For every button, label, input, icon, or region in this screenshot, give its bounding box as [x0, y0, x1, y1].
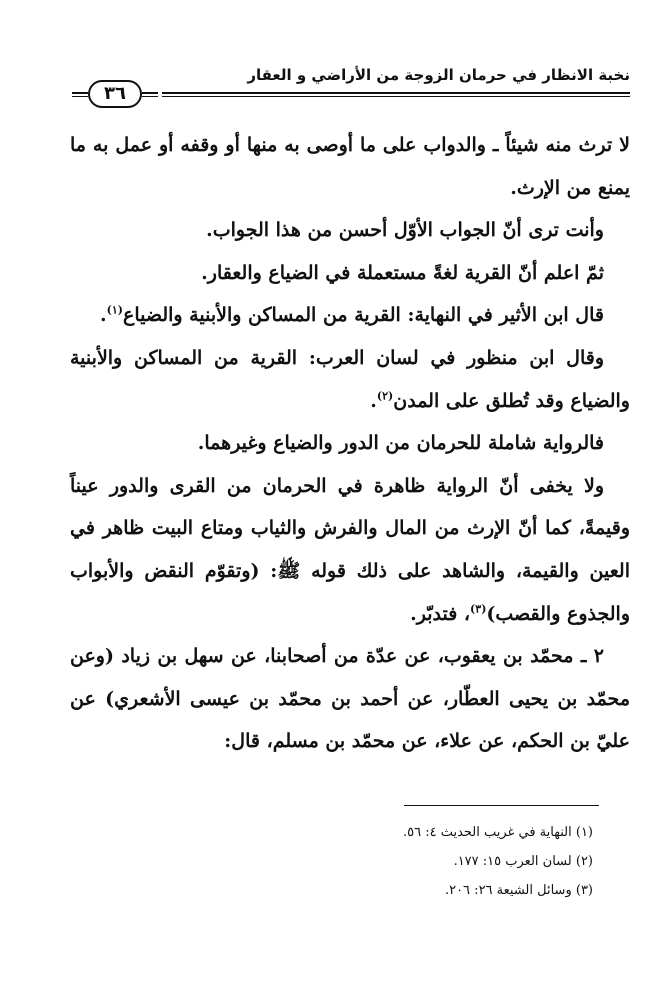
page-number-ornament — [72, 80, 158, 108]
paragraph-5: وقال ابن منظور في لسان العرب: القرية من المساكن والأبنية والضياع وقد تُطلق على المدن$^{(٢)}$. — [70, 346, 630, 412]
note-ref-1: (١) — [106, 304, 123, 318]
note-ref-2: (٢) — [376, 389, 394, 403]
footnote-1: (١) النهاية في غريب الحديث ٤: ٥٦. — [402, 825, 593, 840]
paragraph-8: ٢ ـ محمّد بن يعقوب، عن عدّة من أصحابنا، عن سهل بن زياد (وعن محمّد بن يحيى العطّار، عن أحمد بن محمّد بن عيسى الأشعري) عن عليّ بن الحكم، عن علاء، عن محمّد بن مسلم، قال: — [70, 645, 630, 753]
paragraph-2: وأنت ترى أنّ الجواب الأوّل أحسن من هذا الجواب. — [206, 219, 604, 242]
paragraph-6: فالرواية شاملة للحرمان من الدور والضياع وغيرهما. — [197, 432, 604, 455]
main-text — [70, 124, 630, 763]
paragraph-4-text: قال ابن الأثير في النهاية: القرية من المساكن والأبنية والضياع — [122, 304, 604, 327]
paragraph-1: لا ترث منه شيئاً ـ والدواب على ما أوصى به منها أو وقفه أو عمل به ما يمنع من الإرث. — [70, 134, 630, 199]
footnotes — [53, 818, 593, 905]
page-number: ٣٦ — [88, 80, 142, 108]
paragraph-7-tail: ، فتدبّر. — [410, 602, 471, 625]
footnote-3: (٣) وسائل الشيعة ٢٦: ٢٠٦. — [444, 883, 593, 898]
page-header — [70, 62, 630, 114]
header-rule — [162, 92, 630, 97]
paragraph-7-text: ولا يخفى أنّ الرواية ظاهرة في الحرمان من القرى والدور عيناً وقيمةً، كما أنّ الإرث من المال والفرش والثياب ومتاع البيت ظاهر في العين والقيمة، والشاهد على ذلك قوله ﷺ: (وتقوّم النقض والأبواب والجذوع والقصب) — [70, 474, 630, 625]
footnote-divider — [404, 805, 599, 806]
paragraph-5-text: وقال ابن منظور في لسان العرب: القرية من المساكن والأبنية والضياع وقد تُطلق على المدن — [70, 346, 630, 412]
paragraph-3: ثمّ اعلم أنّ القرية لغةً مستعملة في الضياع والعقار. — [201, 261, 604, 284]
paragraph-4: قال ابن الأثير في النهاية: القرية من المساكن والأبنية والضياع$^{(١)}$. — [100, 304, 604, 327]
footnote-2: (٢) لسان العرب ١٥: ١٧٧. — [453, 854, 593, 869]
note-ref-3: (٣) — [470, 602, 487, 616]
ornament-dash-right — [142, 92, 158, 97]
ornament-dash-left — [72, 92, 88, 97]
running-title: نخبة الانظار في حرمان الزوجة من الأراضي و العقار — [247, 66, 630, 84]
paragraph-7 — [70, 465, 630, 635]
